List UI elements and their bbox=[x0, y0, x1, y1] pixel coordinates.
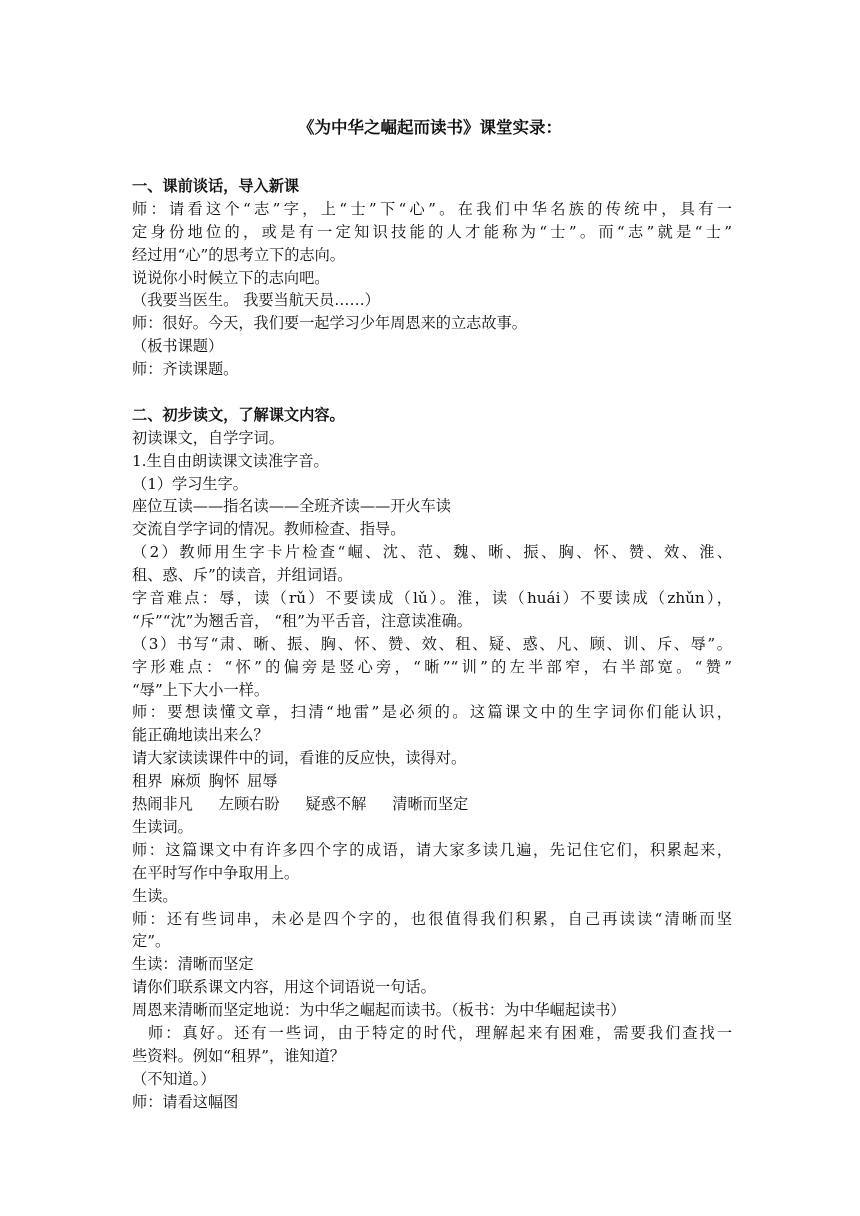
vocabulary-word: 租界 bbox=[132, 772, 163, 791]
vocabulary-word: 麻烦 bbox=[170, 772, 201, 791]
paragraph-line: 交流自学字词的情况。教师检查、指导。 bbox=[132, 520, 406, 539]
vocabulary-row-2 bbox=[132, 793, 732, 816]
vocabulary-word: 胸怀 bbox=[208, 772, 240, 791]
paragraph-line: （1）学习生字。 bbox=[132, 474, 248, 493]
paragraph-line: 生读。 bbox=[132, 886, 178, 905]
paragraph-line: 生读词。 bbox=[132, 817, 193, 836]
paragraph-line: 师：真好。还有一些词，由于特定的时代，理解起来有困难，需要我们查找一 bbox=[148, 1023, 732, 1042]
vocabulary-word: 左顾右盼 bbox=[218, 795, 280, 814]
paragraph-line: “辱”上下大小一样。 bbox=[132, 680, 270, 699]
document-body bbox=[132, 175, 732, 1114]
paragraph-line: 师：要想读懂文章，扫清“地雷”是必须的。这篇课文中的生字词你们能认识， bbox=[132, 703, 732, 722]
paragraph-line: 些资料。例如“租界”，谁知道？ bbox=[132, 1046, 345, 1065]
paragraph-line: 字音难点：辱，读（rǔ）不要读成（lǔ）。淮，读（huái）不要读成（zhǔn）， bbox=[132, 589, 732, 608]
paragraph-line: 师：还有些词串，未必是四个字的，也很值得我们积累，自己再读读“清晰而坚 bbox=[132, 909, 732, 928]
paragraph-line: 在平时写作中争取用上。 bbox=[132, 863, 300, 882]
paragraph-line: 1.生自由朗读课文读准字音。 bbox=[132, 451, 329, 470]
blank-line bbox=[132, 381, 732, 404]
paragraph-line: 请大家读读课件中的词，看谁的反应快，读得对。 bbox=[132, 749, 467, 768]
paragraph-line: 说说你小时候立下的志向吧。 bbox=[132, 268, 330, 287]
section-heading-1: 一、课前谈话，导入新课 bbox=[132, 177, 300, 195]
paragraph-line: 师：齐读课题。 bbox=[132, 360, 239, 379]
vocabulary-word: 屈辱 bbox=[247, 772, 278, 791]
paragraph-line: （2）教师用生字卡片检查“崛、沈、范、魏、晰、振、胸、怀、赞、效、淮、 bbox=[132, 543, 732, 562]
paragraph-line: 定”。 bbox=[132, 932, 171, 951]
paragraph-line: （3）书写“肃、晰、振、胸、怀、赞、效、租、疑、惑、凡、顾、训、斥、辱”。 bbox=[132, 634, 732, 653]
vocabulary-word: 热闹非凡 bbox=[132, 795, 193, 814]
document-title: 《为中华之崛起而读书》课堂实录： bbox=[298, 118, 562, 137]
paragraph-line: （板书课题） bbox=[132, 337, 224, 356]
paragraph-line: 初读课文，自学字词。 bbox=[132, 428, 284, 447]
paragraph-line: 周恩来清晰而坚定地说：为中华之崛起而读书。（板书：为中华崛起读书） bbox=[132, 1001, 626, 1020]
paragraph-line: 师：请看这幅图 bbox=[132, 1092, 239, 1111]
paragraph-line: 师：很好。今天，我们要一起学习少年周恩来的立志故事。 bbox=[132, 314, 527, 333]
paragraph-line: 定身份地位的，或是有一定知识技能的人才能称为“士”。而“志”就是“士” bbox=[132, 222, 732, 241]
vocabulary-word: 清晰而坚定 bbox=[392, 795, 469, 814]
section-heading-2: 二、初步读文，了解课文内容。 bbox=[132, 405, 345, 424]
paragraph-line: （我要当医生。 我要当航天员……） bbox=[132, 291, 380, 310]
paragraph-line: 租、惑、斥”的读音，并组词语。 bbox=[132, 566, 353, 585]
vocabulary-row-1 bbox=[132, 770, 732, 793]
paragraph-line: 字形难点：“怀”的偏旁是竖心旁，“晰”“训”的左半部窄，右半部宽。“赞” bbox=[132, 657, 732, 676]
paragraph-line: 师：请看这个“志”字，上“士”下“心”。在我们中华名族的传统中，具有一 bbox=[132, 199, 732, 218]
paragraph-line: 能正确地读出来么？ bbox=[132, 726, 269, 745]
paragraph-line: 师：这篇课文中有许多四个字的成语，请大家多读几遍，先记住它们，积累起来， bbox=[132, 840, 732, 859]
paragraph-line: 请你们联系课文内容，用这个词语说一句话。 bbox=[132, 978, 436, 997]
vocabulary-word: 疑惑不解 bbox=[305, 795, 367, 814]
paragraph-line: （不知道。） bbox=[132, 1069, 216, 1088]
paragraph-line: “斥”“沈”为翘舌音， “租”为平舌音，注意读准确。 bbox=[132, 611, 472, 630]
paragraph-line: 生读：清晰而坚定 bbox=[132, 955, 254, 974]
paragraph-line: 经过用“心”的思考立下的志向。 bbox=[132, 245, 345, 264]
paragraph-line: 座位互读——指名读——全班齐读——开火车读 bbox=[132, 497, 451, 516]
